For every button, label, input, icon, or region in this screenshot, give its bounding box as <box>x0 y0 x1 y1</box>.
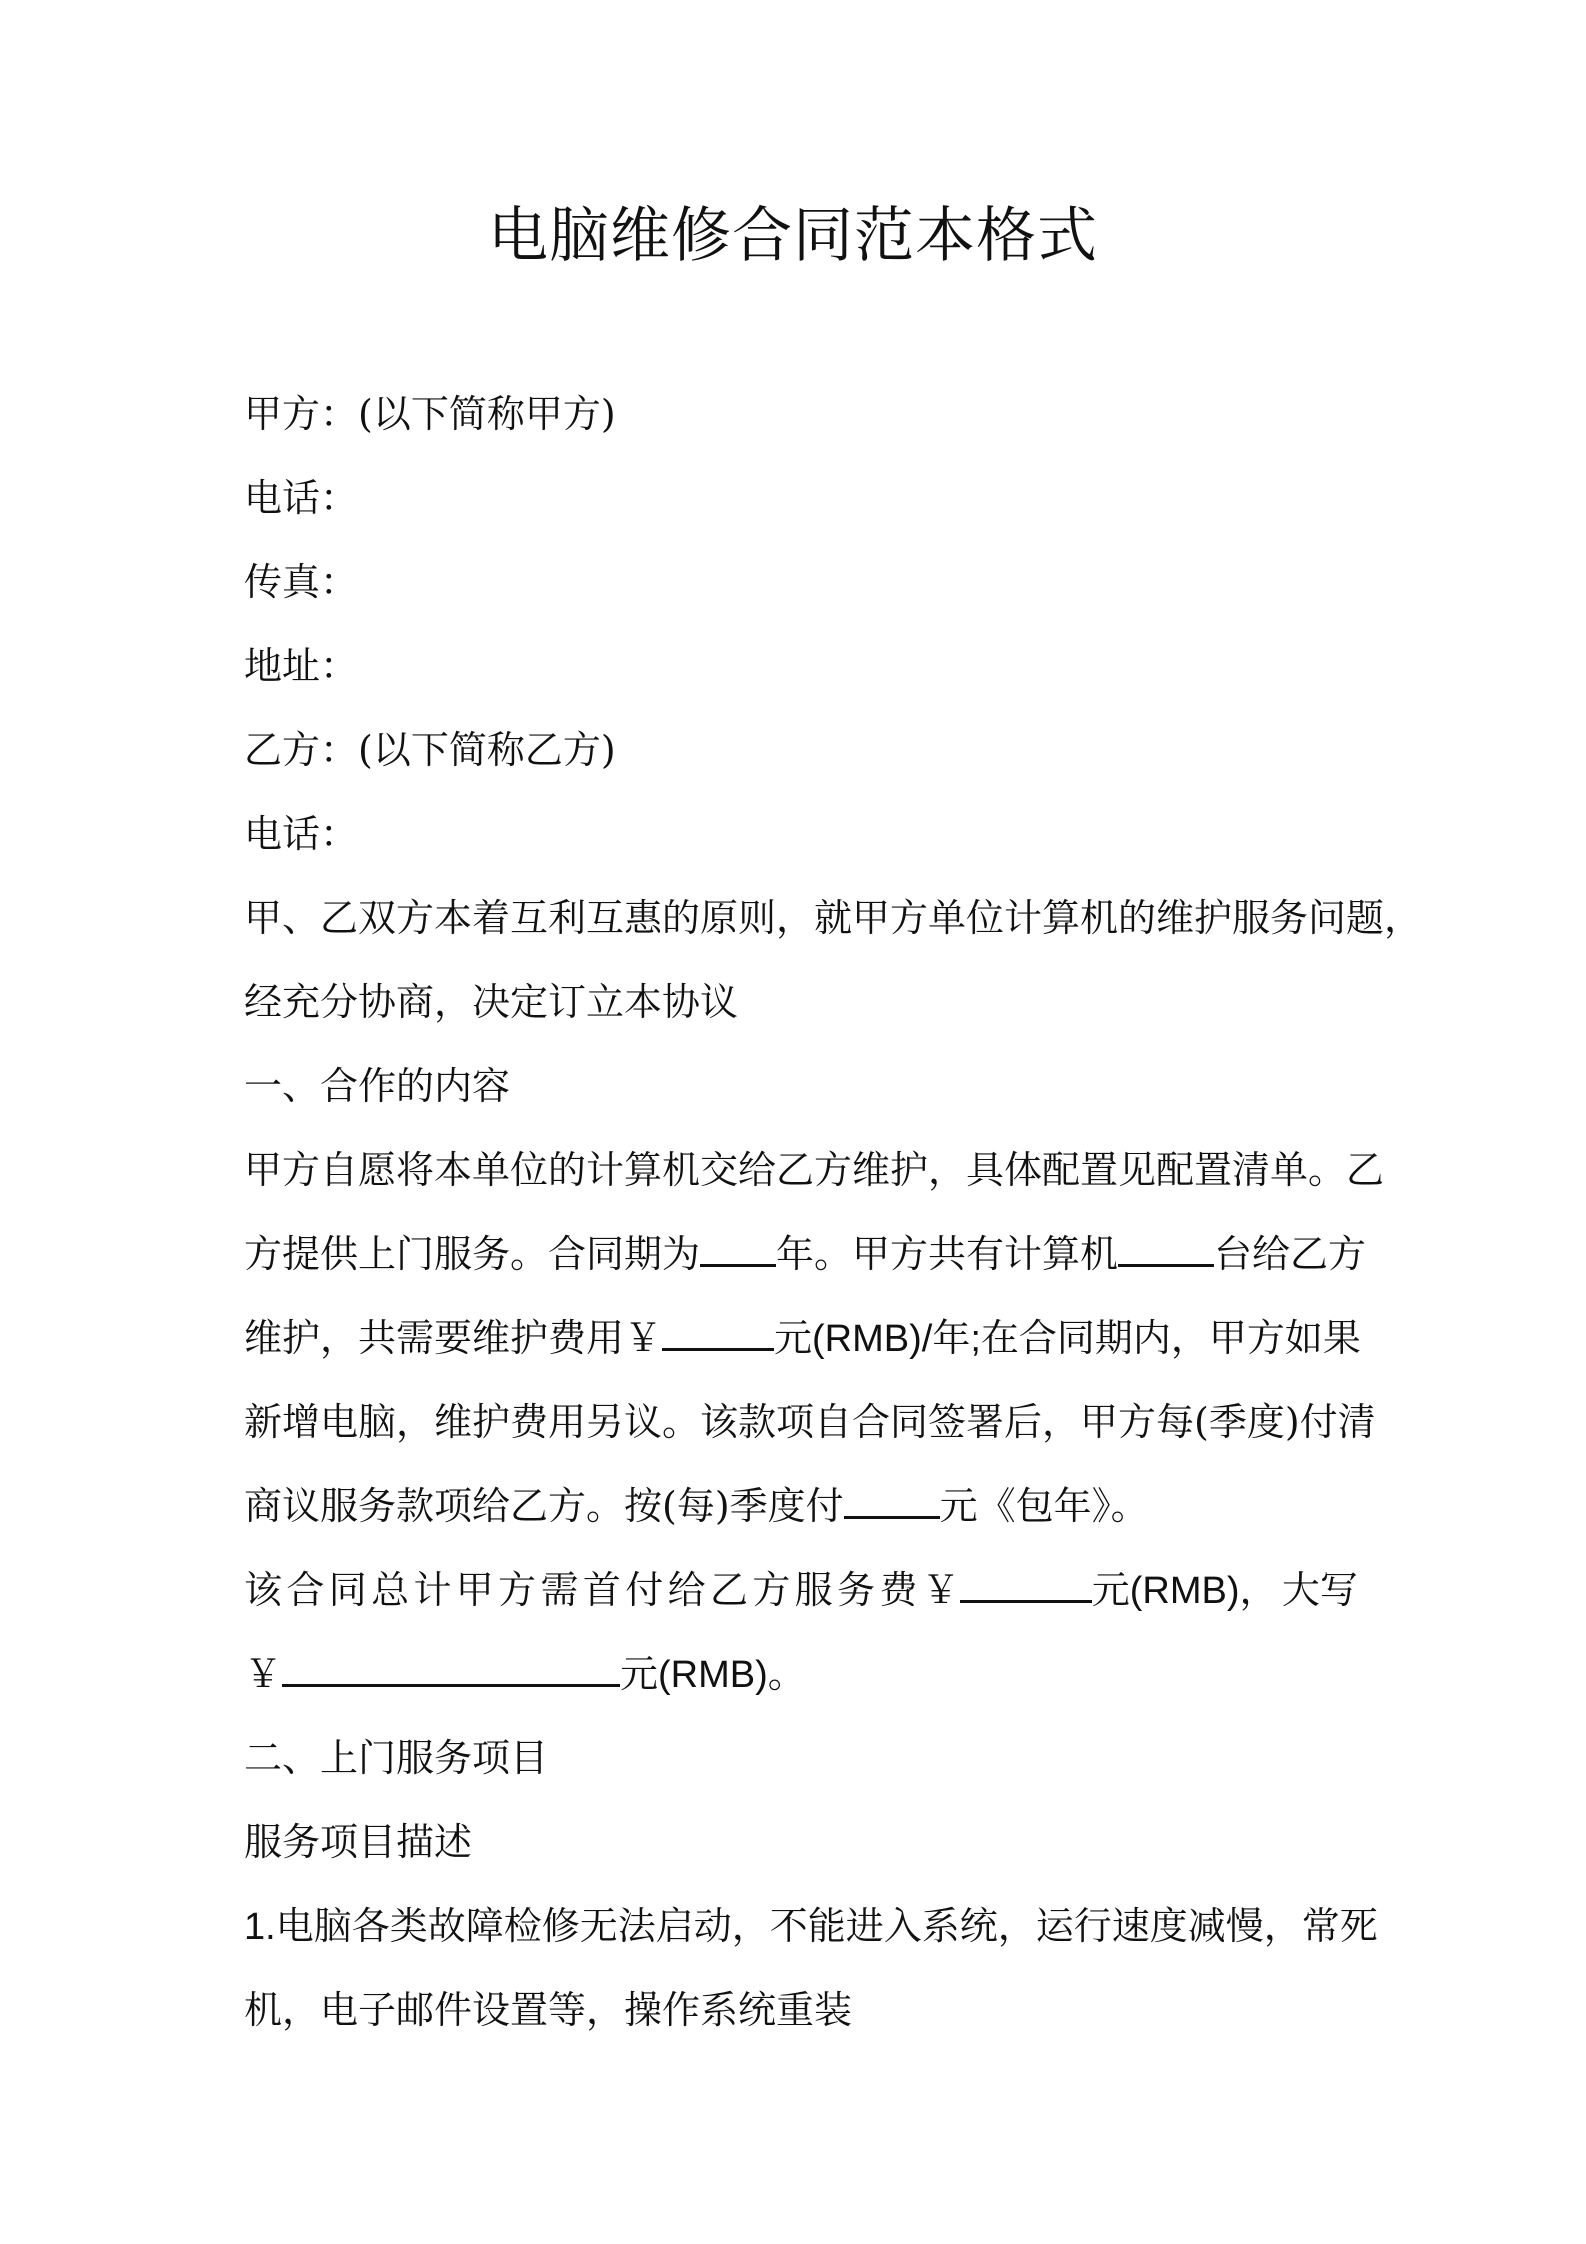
address-line: 地址： <box>244 644 359 688</box>
text-segment: (RMB)/年; <box>812 1318 981 1360</box>
char: 需 <box>540 1568 579 1612</box>
char: 首 <box>582 1568 621 1612</box>
char: 付 <box>625 1568 664 1612</box>
char: 甲 <box>455 1568 494 1612</box>
char: 务 <box>837 1568 876 1612</box>
s1-paragraph1-line1: 甲方自愿将本单位的计算机交给乙方维护，具体配置见配置清单。乙 <box>244 1148 1385 1192</box>
contract-years-blank[interactable] <box>700 1228 776 1267</box>
text-segment: (RMB) <box>658 1654 768 1696</box>
text-segment: 商议服务款项给乙方。按(每)季度付 <box>244 1484 844 1528</box>
char: 该 <box>244 1568 283 1612</box>
item-1-line2: 机，电子邮件设置等，操作系统重装 <box>244 1988 853 2032</box>
service-description-title: 服务项目描述 <box>244 1820 473 1864</box>
text-segment: 。 <box>767 1652 806 1696</box>
phone-b-line: 电话： <box>244 812 359 856</box>
text-segment: 方提供上门服务。合同期为 <box>244 1232 701 1276</box>
text-segment: 元《包年》。 <box>939 1484 1149 1528</box>
text-segment: 大写 <box>1281 1568 1358 1612</box>
text-segment: 元 <box>1091 1568 1130 1612</box>
text-segment: (RMB)， <box>1129 1570 1278 1612</box>
amount-in-words-blank[interactable] <box>282 1648 620 1687</box>
quarterly-fee-blank[interactable] <box>844 1480 940 1519</box>
char: 乙 <box>709 1568 748 1612</box>
char: 同 <box>328 1568 367 1612</box>
text-segment: 电脑各类故障检修无法启动，不能进入系统，运行速度减慢，常死 <box>275 1904 1378 1948</box>
item-number: 1. <box>244 1906 276 1948</box>
s1-paragraph1-line3 <box>244 1296 1361 1380</box>
phone-a-line: 电话： <box>244 476 359 520</box>
party-a-line: 甲方：(以下简称甲方) <box>244 392 616 436</box>
s1-paragraph1-line5 <box>244 1464 1358 1548</box>
computer-count-blank[interactable] <box>1118 1228 1214 1267</box>
char: 方 <box>498 1568 537 1612</box>
document-title: 电脑维修合同范本格式 <box>488 201 1098 271</box>
text-segment: 年。甲方共有计算机 <box>776 1232 1119 1276</box>
text-segment: 元 <box>620 1652 659 1696</box>
section-1-title: 一、合作的内容 <box>244 1064 511 1108</box>
document-body <box>244 372 1423 2052</box>
s1-paragraph2-line1 <box>244 1548 1358 1632</box>
intro-line-2: 经充分协商，决定订立本协议 <box>244 980 739 1024</box>
s1-paragraph1-line2 <box>244 1212 1367 1296</box>
text-segment: ￥ <box>244 1652 283 1696</box>
char: 总 <box>371 1568 410 1612</box>
char: 计 <box>413 1568 452 1612</box>
service-fee-blank[interactable] <box>960 1564 1092 1603</box>
text-segment: 台给乙方 <box>1214 1232 1367 1276</box>
text-segment: 元 <box>774 1316 813 1360</box>
item-1-line1 <box>244 1884 1378 1968</box>
s1-paragraph2-line2 <box>244 1632 1358 1716</box>
annual-fee-blank[interactable] <box>662 1312 774 1351</box>
char: 服 <box>794 1568 833 1612</box>
intro-line-1: 甲、乙双方本着互利互惠的原则，就甲方单位计算机的维护服务问题， <box>244 896 1423 940</box>
char: 费 <box>879 1568 918 1612</box>
char: 方 <box>752 1568 791 1612</box>
fax-line: 传真： <box>244 560 359 604</box>
char: 合 <box>286 1568 325 1612</box>
segment <box>922 1548 1278 1632</box>
char: 给 <box>667 1568 706 1612</box>
text-segment: 维护，共需要维护费用￥ <box>244 1316 663 1360</box>
section-2-title: 二、上门服务项目 <box>244 1736 549 1780</box>
party-b-line: 乙方：(以下简称乙方) <box>244 728 616 772</box>
s1-paragraph1-line4: 新增电脑，维护费用另议。该款项自合同签署后，甲方每(季度)付清 <box>244 1400 1376 1444</box>
char: ￥ <box>921 1568 960 1612</box>
text-segment: 在合同期内，甲方如果 <box>980 1316 1361 1360</box>
